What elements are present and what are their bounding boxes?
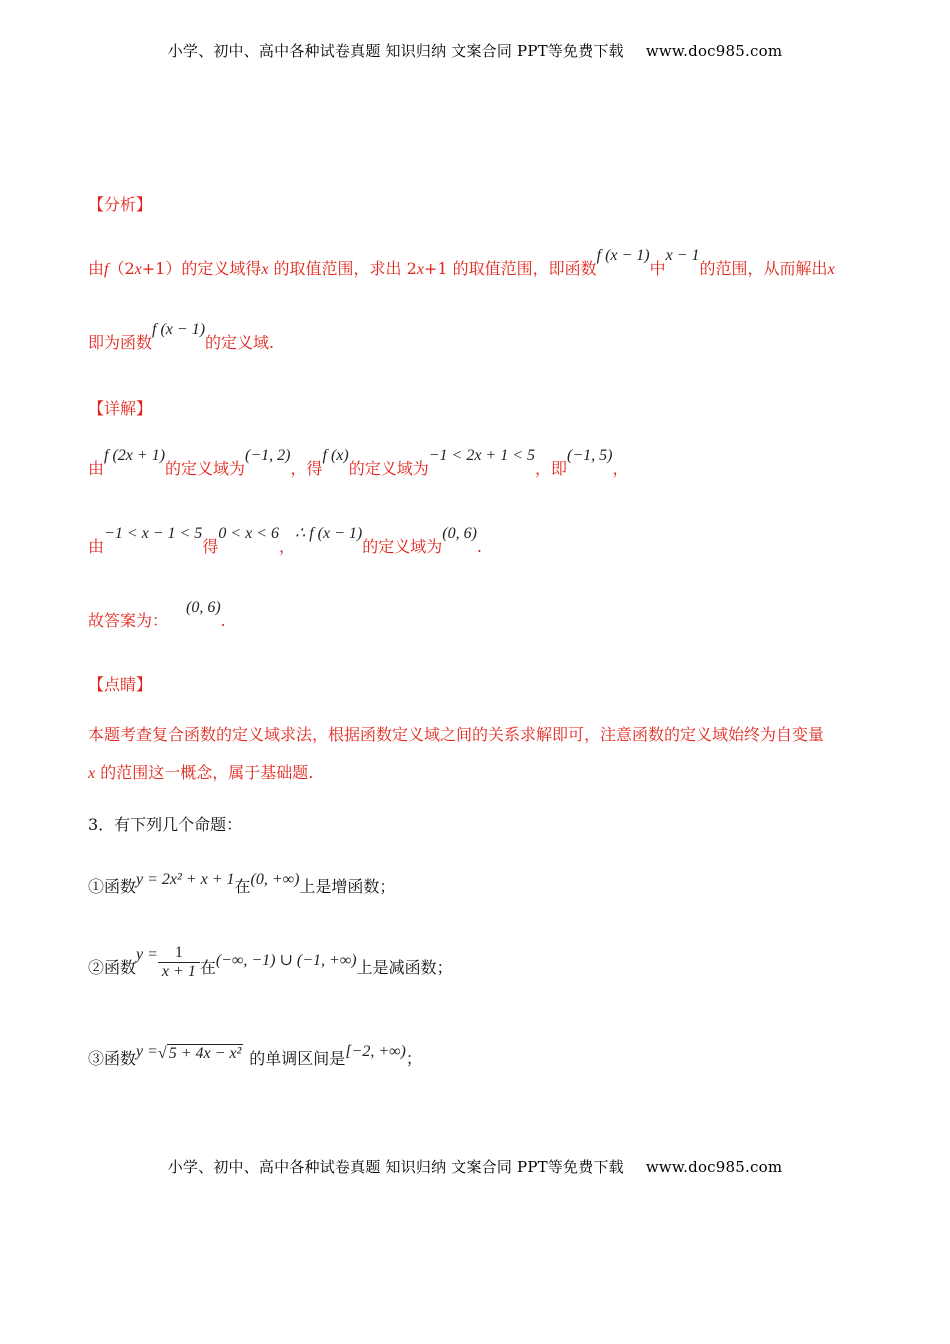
formula: (0, 6) xyxy=(186,599,221,616)
header-site[interactable]: www.doc985.com xyxy=(645,42,783,60)
detail-line-2: 由−1 < x − 1 < 5得0 < x < 6，∴ f (x − 1)的定义域为(0, 6). xyxy=(88,525,482,556)
square-root: √ 5 + 4x − x² xyxy=(157,1045,242,1062)
formula: y = xyxy=(136,1043,158,1060)
formula: (−∞, −1) ∪ (−1, +∞) xyxy=(215,952,357,969)
header-text: 小学、初中、高中各种试卷真题 知识归纳 文案合同 PPT等免费下载 xyxy=(167,42,624,60)
formula: f (2x + 1) xyxy=(104,447,166,464)
formula: f (x) xyxy=(322,447,349,464)
formula: 0 < x < 6 xyxy=(218,525,280,542)
page-footer xyxy=(0,1156,950,1177)
analysis-line-1: 由f（2x+1）的定义域得x 的取值范围，求出 2x+1 的取值范围，即函数f (x − 1)中x − 1的范围，从而解出x xyxy=(88,247,835,278)
formula: y = 2x² + x + 1 xyxy=(136,871,235,888)
formula: [−2, +∞) xyxy=(345,1043,406,1060)
question-stem: 3．有下列几个命题： xyxy=(88,815,243,834)
comment-line-1: 本题考查复合函数的定义域求法，根据函数定义域之间的关系求解即可，注意函数的定义域始终为自变量 xyxy=(88,725,825,744)
answer-line: 故答案为：(0, 6). xyxy=(88,599,226,630)
comment-line-2: x 的范围这一概念，属于基础题. xyxy=(88,763,314,782)
formula: y = xyxy=(136,946,158,963)
formula: −1 < 2x + 1 < 5 xyxy=(428,447,536,464)
formula: −1 < x − 1 < 5 xyxy=(104,525,203,542)
formula: x − 1 xyxy=(665,247,700,264)
question-item-1: ①函数y = 2x² + x + 1在(0, +∞)上是增函数； xyxy=(88,871,396,896)
formula: f (x − 1) xyxy=(152,321,206,338)
formula: (0, 6) xyxy=(442,525,477,542)
formula: (−1, 5) xyxy=(567,447,613,464)
formula: (−1, 2) xyxy=(245,447,291,464)
detail-heading: 【详解】 xyxy=(88,399,153,418)
analysis-line-2: 即为函数f (x − 1)的定义域. xyxy=(88,321,275,352)
question-item-3: ③函数y =√ 5 + 4x − x² 的单调区间是[−2, +∞)； xyxy=(88,1043,422,1068)
formula: (0, +∞) xyxy=(250,871,300,888)
formula: f (x − 1) xyxy=(596,247,650,264)
formula: ∴ f (x − 1) xyxy=(295,525,363,542)
detail-line-1: 由f (2x + 1)的定义域为(−1, 2)，得f (x)的定义域为−1 < 2x + 1 < 5，即(−1, 5)， xyxy=(88,447,629,478)
analysis-heading: 【分析】 xyxy=(88,195,153,214)
comment-heading: 【点睛】 xyxy=(88,675,153,694)
footer-site[interactable]: www.doc985.com xyxy=(645,1158,783,1176)
fraction: $\frac{1}{x + 1}$ xyxy=(158,944,200,981)
footer-text: 小学、初中、高中各种试卷真题 知识归纳 文案合同 PPT等免费下载 xyxy=(167,1158,624,1176)
question-item-2: ②函数y = $\frac{1}{x + 1}$ 在(−∞, −1) ∪ (−1, +∞)上是减函数； xyxy=(88,944,453,980)
page-header xyxy=(0,40,950,61)
